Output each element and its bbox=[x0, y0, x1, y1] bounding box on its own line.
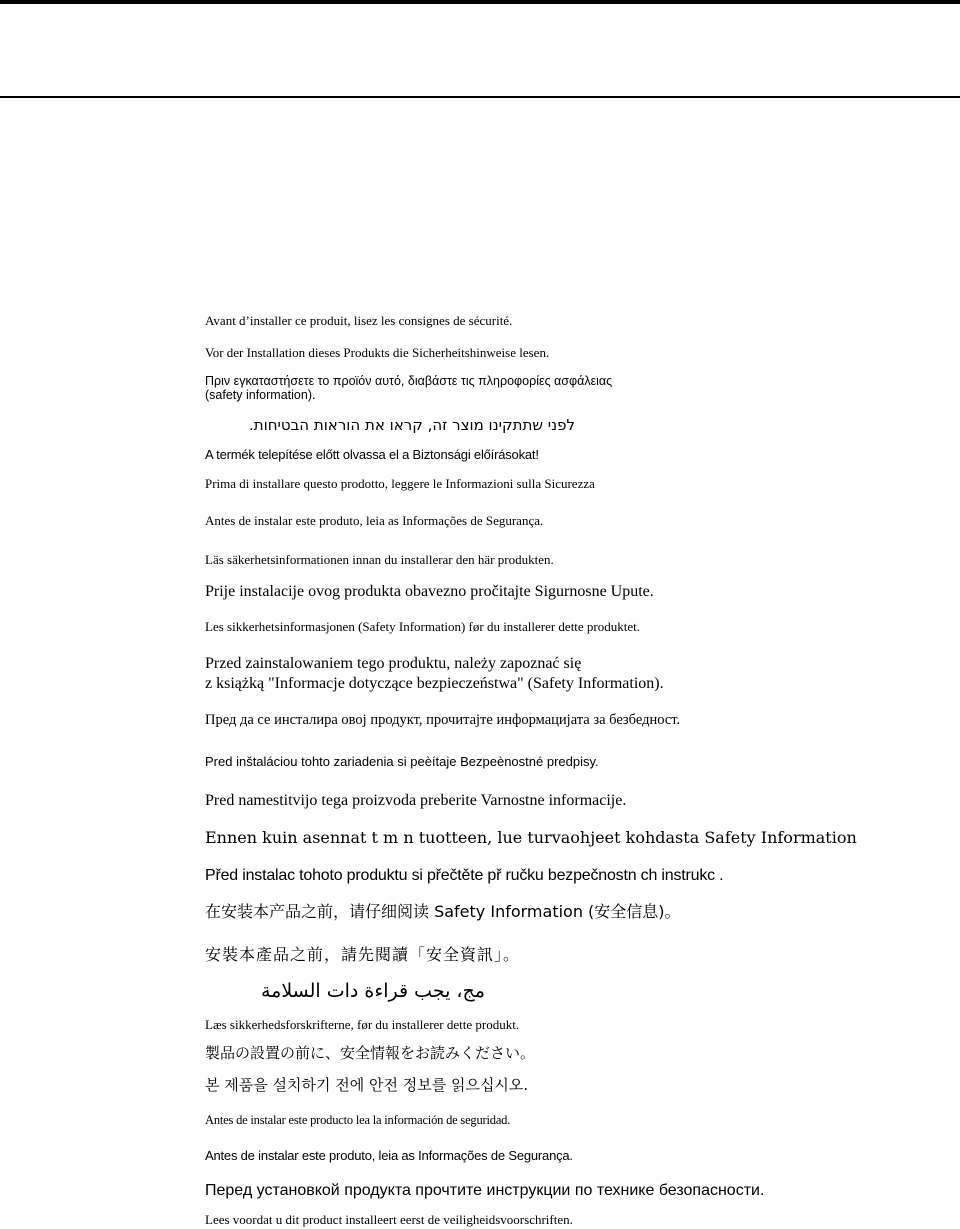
notice-polish: Przed zainstalowaniem tego produktu, należy zapoznać się z książką "Informacje dotyczące bezpieczeństwa" (Safety Information). bbox=[205, 655, 664, 692]
notice-macedonian: Пред да се инсталира овој продукт, прочитајте информацијата за безбедност. bbox=[205, 712, 681, 728]
notice-german: Vor der Installation dieses Produkts die Sicherheitshinweise lesen. bbox=[205, 345, 550, 360]
notice-french: Avant d’installer ce produit, lisez les consignes de sécurité. bbox=[205, 313, 513, 328]
notice-croatian: Prije instalacije ovog produkta obavezno pročitajte Sigurnosne Upute. bbox=[205, 583, 654, 600]
notice-hebrew: לפני שתתקינו מוצר זה, קראו את הוראות הבטיחות. bbox=[249, 416, 575, 434]
notice-norwegian: Les sikkerhetsinformasjonen (Safety Information) før du installerer dette produktet. bbox=[205, 619, 641, 634]
notice-chinese-simplified: 在安装本产品之前，请仔细阅读 Safety Information (安全信息)。 bbox=[205, 902, 681, 921]
notice-chinese-traditional: 安裝本產品之前，請先閱讀「安全資訊」。 bbox=[205, 945, 521, 964]
notice-russian: Перед установкой продукта прочтите инструкции по технике безопасности. bbox=[205, 1182, 765, 1199]
notice-spanish: Antes de instalar este producto lea la información de seguridad. bbox=[205, 1113, 511, 1127]
header-rule bbox=[0, 96, 960, 98]
notice-japanese: 製品の設置の前に、安全情報をお読みください。 bbox=[205, 1044, 536, 1062]
notice-czech: Před instalac tohoto produktu si přečtěte př ručku bezpečnostn ch instrukc . bbox=[205, 867, 724, 884]
notice-finnish: Ennen kuin asennat t m n tuotteen, lue turvaohjeet kohdasta Safety Information bbox=[205, 828, 857, 847]
top-border bbox=[0, 0, 960, 4]
notice-hungarian: A termék telepítése előtt olvassa el a Biztonsági előírásokat! bbox=[205, 447, 539, 462]
notice-portuguese-brazil: Antes de instalar este produto, leia as Informações de Segurança. bbox=[205, 1148, 573, 1163]
notice-korean: 본 제품을 설치하기 전에 안전 정보를 읽으십시오. bbox=[205, 1076, 529, 1094]
notice-portuguese: Antes de instalar este produto, leia as Informações de Segurança. bbox=[205, 513, 544, 528]
notice-arabic: مج، يجب قراءة دات السلامة bbox=[260, 980, 485, 1002]
notice-danish: Læs sikkerhedsforskrifterne, før du installerer dette produkt. bbox=[205, 1017, 520, 1032]
notice-slovak: Pred inštaláciou tohto zariadenia si peèítaje Bezpeènostné predpisy. bbox=[205, 754, 599, 769]
notice-italian: Prima di installare questo prodotto, leggere le Informazioni sulla Sicurezza bbox=[205, 476, 595, 491]
notice-swedish: Läs säkerhetsinformationen innan du installerar den här produkten. bbox=[205, 552, 554, 567]
notice-greek: Πριν εγκαταστήσετε το προϊόν αυτό, διαβάστε τις πληροφορίες ασφάλειας (safety information). bbox=[205, 374, 613, 402]
notice-dutch: Lees voordat u dit product installeert eerst de veiligheidsvoorschriften. bbox=[205, 1212, 573, 1227]
notice-slovenian: Pred namestitvijo tega proizvoda preberite Varnostne informacije. bbox=[205, 792, 627, 809]
